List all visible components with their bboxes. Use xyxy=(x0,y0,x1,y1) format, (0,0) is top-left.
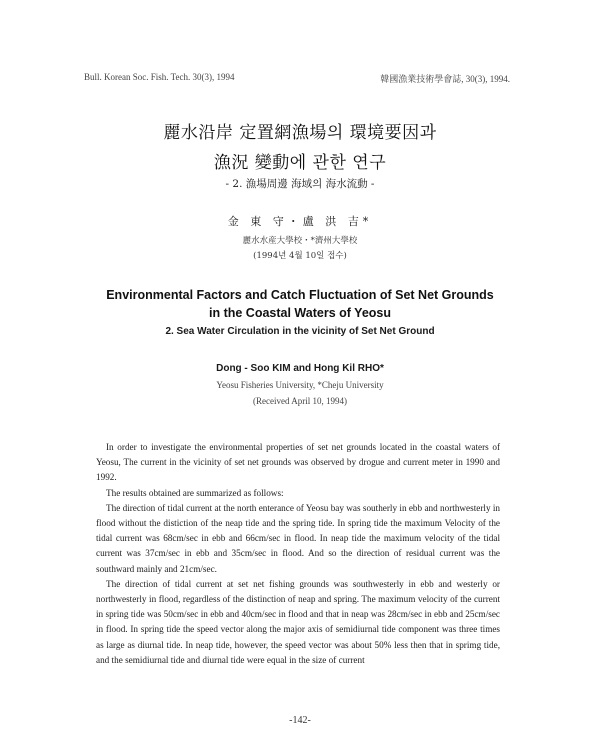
abstract-paragraph: In order to investigate the environmental properties of set net grounds located in the coastal waters of Yeosu, The current in the vicinity of set net grounds was observed by drogue and current meter in 1990 and 1992. xyxy=(96,442,500,483)
abstract xyxy=(96,440,500,668)
english-affiliation: Yeosu Fisheries University, *Cheju University xyxy=(216,380,384,390)
english-subtitle: 2. Sea Water Circulation in the vicinity of Set Net Ground xyxy=(165,326,435,337)
korean-title-line1: 麗水沿岸 定置網漁場의 環境要因과 xyxy=(163,123,437,143)
abstract-paragraph: The direction of tidal current at the north enterance of Yeosu bay was southerly in ebb and northwesterly in flood without the distiction of the neap tide and the spring tide. In spring tide the maximum Velocity of the tidal current was 68cm/sec in ebb and 66cm/sec in flood. In neap tide the maximum velocity of the tidal current was 37cm/sec in ebb and 35cm/sec in flood. And so the direction of residual current was the southward mainly and 21cm/sec. xyxy=(96,502,500,574)
page-number: -142- xyxy=(289,715,311,726)
korean-authors: 金 東 守・盧 洪 吉* xyxy=(227,215,373,228)
korean-affiliation: 麗水水産大學校・*濟州大學校 xyxy=(242,236,358,246)
journal-header-kr: 韓國漁業技術學會誌, 30(3), 1994. xyxy=(380,74,510,84)
english-received-date: (Received April 10, 1994) xyxy=(253,396,347,406)
english-authors: Dong - Soo KIM and Hong Kil RHO* xyxy=(216,363,384,374)
korean-subtitle: - 2. 漁場周邊 海域의 海水流動 - xyxy=(225,178,375,190)
journal-header-en: Bull. Korean Soc. Fish. Tech. 30(3), 1994 xyxy=(84,72,235,82)
abstract-paragraph: The direction of tidal current at set net fishing grounds was southwesterly in ebb and westerly or northwesterly in flood, regardless of the distinction of neap and spring. The maximum velocity of the current in spring tide was 50cm/sec in ebb and 40cm/sec in flood and that in neap was 28cm/sec in ebb and 25cm/sec in flood. In spring tide the speed vector along the major axis of semidiurnal tide component was three times as large as diurnal tide. In neap tide, however, the speed vector was about 50% less then that in sprimg tide, and the semidiurnal tide and diurnal tide were equal in the size of current xyxy=(96,578,500,665)
english-title-line2: in the Coastal Waters of Yeosu xyxy=(209,306,391,320)
abstract-paragraph: The results obtained are summarized as follows: xyxy=(106,487,284,498)
korean-received-date: (1994년 4월 10일 접수) xyxy=(253,251,347,261)
korean-title-line2: 漁況 變動에 관한 연구 xyxy=(213,153,387,173)
english-title-line1: Environmental Factors and Catch Fluctuation of Set Net Grounds xyxy=(106,288,494,302)
